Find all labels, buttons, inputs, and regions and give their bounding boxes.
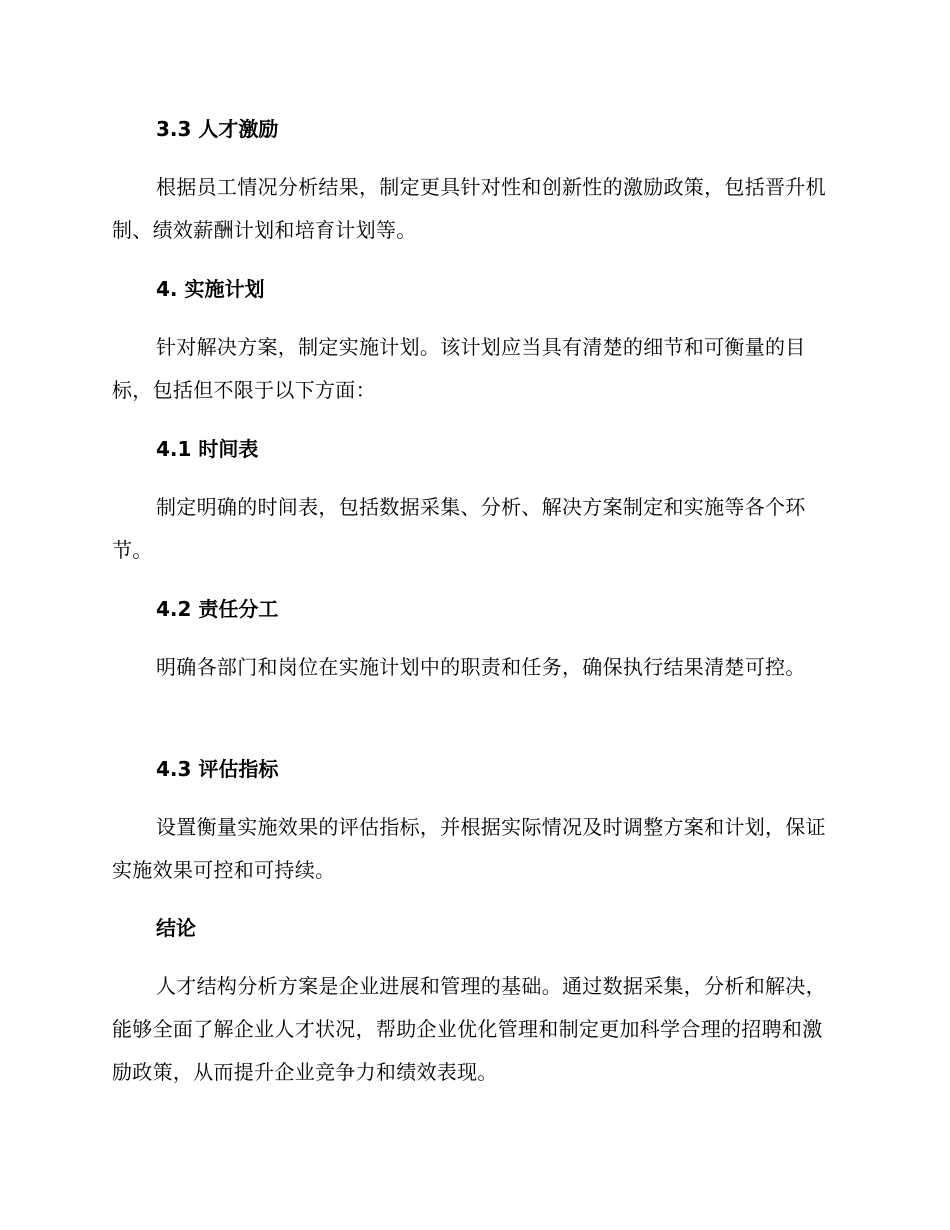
section-body-evaluation-metrics: 设置衡量实施效果的评估指标，并根据实际情况及时调整方案和计划，保证实施效果可控和可持续。 xyxy=(112,815,826,882)
section-heading-responsibility: 4.2 责任分工 xyxy=(156,597,279,621)
section-body-timeline: 制定明确的时间表，包括数据采集、分析、解决方案制定和实施等各个环节。 xyxy=(112,495,806,562)
section-heading-talent-incentive: 3.3 人才激励 xyxy=(156,117,279,141)
section-body-conclusion: 人才结构分析方案是企业进展和管理的基础。通过数据采集，分析和解决，能够全面了解企业人才状况，帮助企业优化管理和制定更加科学合理的招聘和激励政策，从而提升企业竞争力和绩效表现。 xyxy=(112,974,826,1084)
section-heading-conclusion: 结论 xyxy=(156,916,196,940)
section-body-implementation-plan: 针对解决方案，制定实施计划。该计划应当具有清楚的细节和可衡量的目标，包括但不限于以下方面： xyxy=(112,335,806,402)
section-heading-timeline: 4.1 时间表 xyxy=(156,437,259,461)
section-body-responsibility: 明确各部门和岗位在实施计划中的职责和任务，确保执行结果清楚可控。 xyxy=(156,655,806,679)
section-body-talent-incentive: 根据员工情况分析结果，制定更具针对性和创新性的激励政策，包括晋升机制、绩效薪酬计划和培育计划等。 xyxy=(112,175,826,242)
section-heading-implementation-plan: 4. 实施计划 xyxy=(156,277,265,301)
section-heading-evaluation-metrics: 4.3 评估指标 xyxy=(156,757,279,781)
